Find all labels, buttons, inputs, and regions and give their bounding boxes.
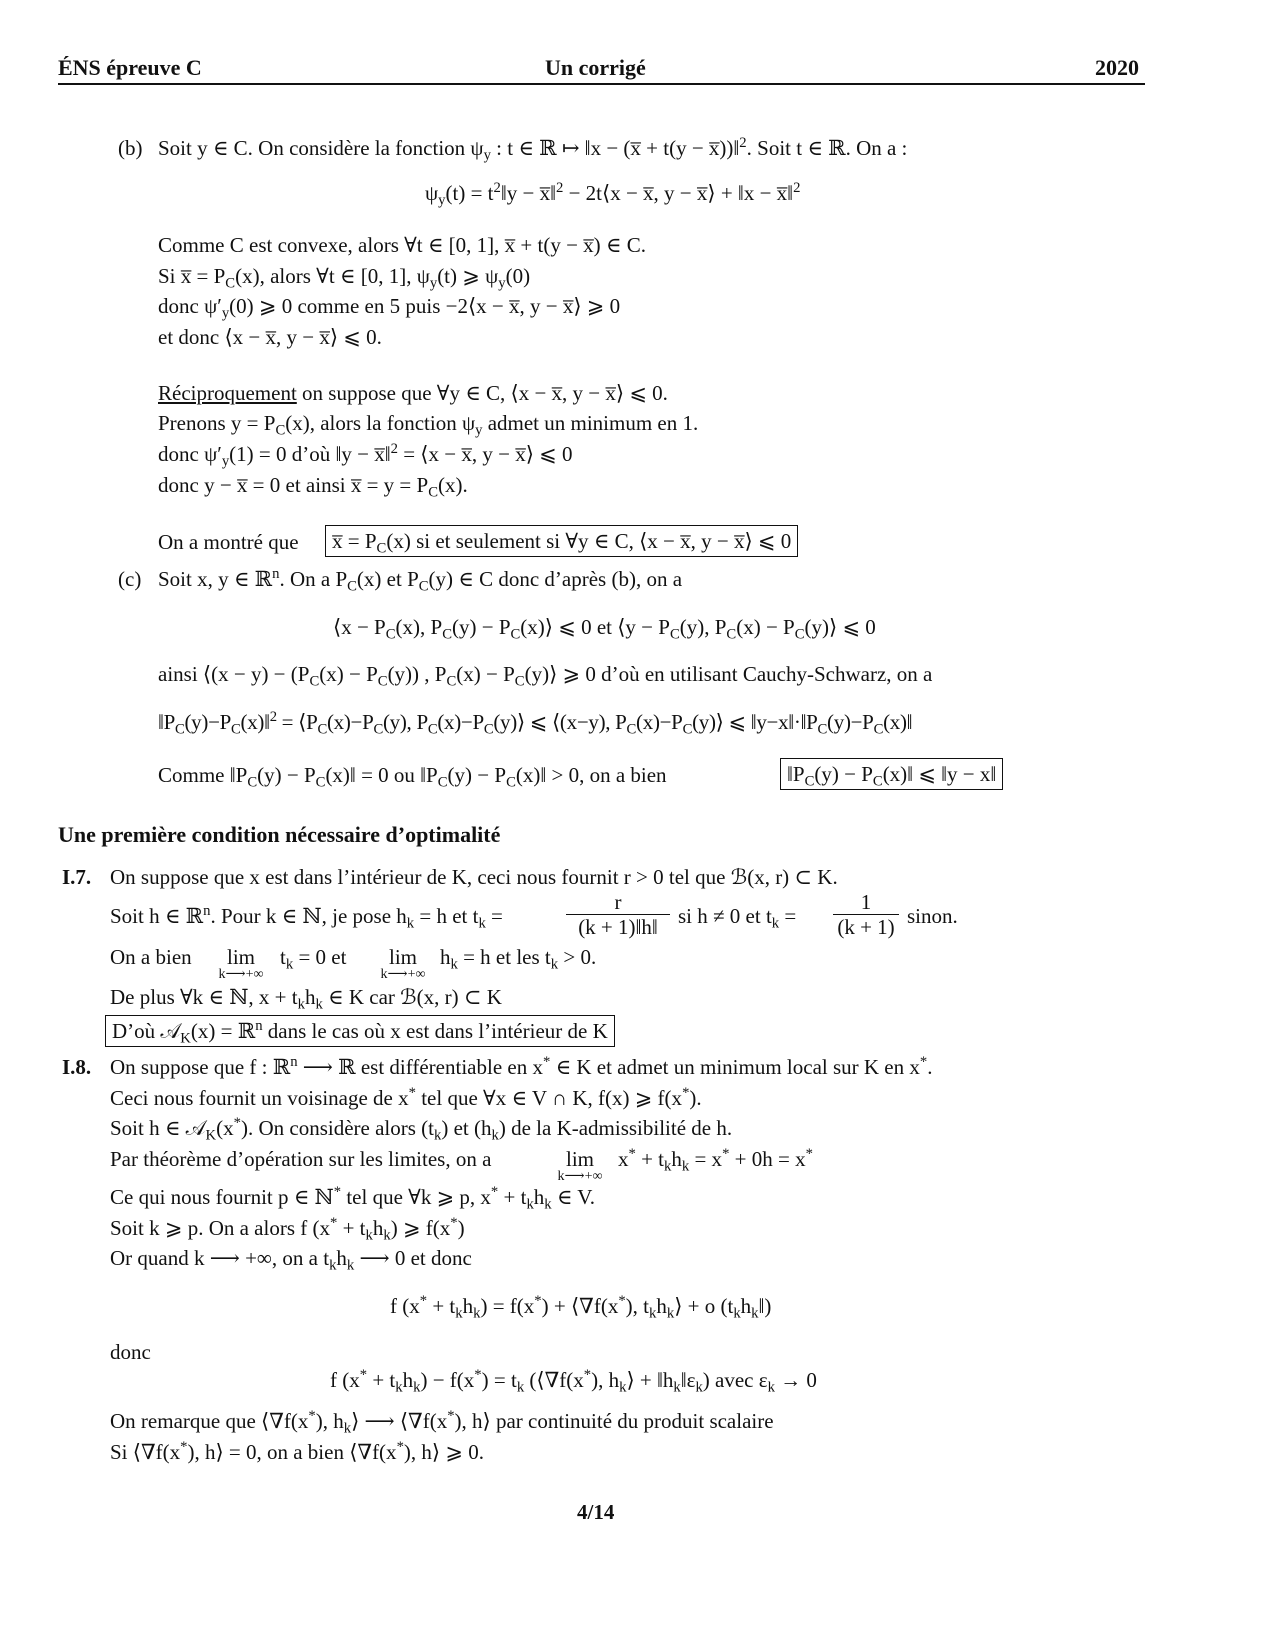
equation: $\psi_y(t)$ = $t^2‖y$ − x̅‖$^2$ − 2t⟨x − x̅, y − x̅⟩ + ‖x − x̅‖$^2$ — [425, 179, 801, 209]
limit — [368, 945, 438, 984]
denominator: (k + 1)‖h‖ — [578, 915, 658, 939]
text-line: Soit x, y ∈ ℝ$^n$. On a $P_C(x)$ et $P_C(y)$ ∈ C donc d’après (b), on a — [158, 565, 683, 595]
boxed-result: x̅ = $P_C(x)$ si et seulement si ∀y ∈ C, ⟨x − x̅, y − x̅⟩ ⩽ 0 — [325, 525, 798, 557]
text-line: Si ⟨∇f(x*), h⟩ = 0, on a bien ⟨∇f(x*), h⟩ ⩾ 0. — [110, 1438, 484, 1464]
lim-subscript: k⟶+∞ — [218, 967, 264, 982]
fraction — [833, 890, 899, 939]
text-line: ainsi ⟨(x − $y) - (P_C(x) - P_C(y))$ , $P_C(x)$ − $P_C(y)⟩$ ⩾ 0 d’où en utilisant Cauchy-Schwarz, on a — [158, 662, 933, 690]
header-right: 2020 — [1095, 55, 1139, 80]
equation: ⟨x − $P_C(x)$, $P_C(y)$ − $P_C(x)⟩$ ⩽ 0 et ⟨y − $P_C(y)$, $P_C(x)$ − $P_C(y)⟩$ ⩽ 0 — [333, 615, 876, 643]
text-line: $h_k = h$ et les $t_k > 0$. — [440, 945, 597, 973]
text-line: donc $\psi'_y(0)$ ⩾ 0 comme en 5 puis −2⟨x − x̅, y − x̅⟩ ⩾ 0 — [158, 294, 621, 322]
text-line: Or quand k ⟶ +∞, on a $t_kh_k$ ⟶ 0 et donc — [110, 1246, 472, 1274]
equation: f $(x^* + t_kh_k) = f(x^*)$ + ⟨∇f(x*), $t_kh_k⟩ + o$ $(t_kh_k‖)$ — [390, 1292, 772, 1322]
text-line: sinon. — [907, 904, 958, 928]
lim-text: lim — [565, 1147, 594, 1171]
text-line: donc — [110, 1340, 151, 1364]
text-line: Soit h ∈ 𝒜$_K$(x*). On considère alors $(t_k)$ et $(h_k)$ de la K-admissibilité de h. — [110, 1114, 733, 1144]
text-line: donc $\psi'_y(1) = 0$ d’où ‖y − x̅‖$^2$ = ⟨x − x̅, y − x̅⟩ ⩽ 0 — [158, 440, 573, 470]
text-line: et donc ⟨x − x̅, y − x̅⟩ ⩽ 0. — [158, 325, 382, 349]
question-label: I.8. — [62, 1055, 92, 1079]
lim-subscript: k⟶+∞ — [557, 1169, 603, 1184]
underlined-word: Réciproquement — [158, 381, 297, 405]
header-rule — [58, 83, 1145, 85]
header-left: ÉNS épreuve C — [58, 55, 202, 80]
equation: $‖P_C(y)-P_C(x)‖^2$ = $⟨P_C(x)-P_C(y)$, $P_C(x)-P_C(y)⟩$ ⩽ ⟨(x−y), $P_C(x)-P_C(y)⟩$ ⩽ $‖y-x‖\cdot‖P_C(y)-P_C(x)‖$ — [158, 708, 913, 738]
text-line — [158, 380, 668, 406]
text-line: Soit k ⩾ p. On a alors f $(x^* + t_kh_k)$ ⩾ f(x*) — [110, 1214, 465, 1244]
text-line: Ce qui nous fournit p ∈ ℕ* tel que ∀k ⩾ p, $x^* + t_kh_k$ ∈ V. — [110, 1183, 596, 1213]
equation: f $(x^* + t_kh_k) - f(x^*) = t_k$ (⟨∇f(x*), $h_k⟩$ + $‖h_k‖\varepsilon_k$) avec $\varepsilon_k \to 0$ — [330, 1366, 817, 1396]
lim-text: lim — [388, 945, 417, 969]
text-line: On a bien — [110, 945, 192, 969]
text-line: On suppose que f : ℝ$^n$ ⟶ ℝ est différentiable en x* ∈ K et admet un minimum local sur K en x*. — [110, 1053, 933, 1079]
text-line: Comme $‖P_C(y)$ − $P_C(x)‖ = 0$ ou $‖P_C(y)$ − $P_C(x)‖ > 0$, on a bien — [158, 763, 667, 791]
text-line: Prenons $y = P_C(x)$, alors la fonction $\psi_y$ admet un minimum en 1. — [158, 411, 699, 439]
text-line: Ceci nous fournit un voisinage de x* tel que ∀x ∈ V ∩ K, f(x) ⩾ f(x*). — [110, 1084, 702, 1110]
text-line: Si x̅ = $P_C(x)$, alors ∀t ∈ [0, 1], $\psi_y(t)$ ⩾ $\psi_y(0)$ — [158, 264, 531, 292]
item-label: (c) — [118, 567, 142, 591]
text-line: Soit y ∈ C. On considère la fonction $\psi_y$ : t ∈ ℝ ↦ ‖x − (x̅ + t(y − x̅))‖$^2$. Soit t ∈ ℝ. On a : — [158, 134, 908, 164]
denominator: (k + 1) — [837, 915, 895, 939]
numerator: r — [566, 890, 670, 915]
page-number: 4/14 — [577, 1500, 615, 1524]
text-line: On suppose que x est dans l’intérieur de K, ceci nous fournit r > 0 tel que ℬ(x, r) ⊂ K. — [110, 865, 838, 889]
text-line: Soit h ∈ ℝ$^n$. Pour k ∈ ℕ, je pose $h_k = h$ et $t_k$ = — [110, 902, 503, 932]
fraction — [566, 890, 670, 939]
header-center: Un corrigé — [545, 55, 646, 80]
lim-subscript: k⟶+∞ — [380, 967, 426, 982]
section-title: Une première condition nécessaire d’optimalité — [58, 822, 501, 847]
text-line: De plus ∀k ∈ ℕ, $x + t_kh_k$ ∈ K car ℬ(x, r) ⊂ K — [110, 985, 502, 1013]
text-line: $t_k = 0$ et — [280, 945, 347, 973]
text-line: On a montré que — [158, 530, 299, 554]
text-line: donc y − x̅ = 0 et ainsi x̅ = $y = P_C(x)$. — [158, 473, 468, 501]
text-line: Comme C est convexe, alors ∀t ∈ [0, 1], x̅ + t(y − x̅) ∈ C. — [158, 233, 646, 257]
text-line: On remarque que ⟨∇f(x*), $h_k⟩$ ⟶ ⟨∇f(x*), h⟩ par continuité du produit scalaire — [110, 1407, 774, 1437]
text-line: si h ≠ 0 et $t_k$ = — [678, 904, 797, 932]
text-line: $x^* + t_kh_k = x^* + 0h = x^*$ — [618, 1145, 813, 1175]
lim-text: lim — [226, 945, 255, 969]
boxed-result: D’où 𝒜$_K$(x) = ℝ$^n$ dans le cas où x est dans l’intérieur de K — [105, 1015, 615, 1047]
boxed-result: $‖P_C(y)$ − $P_C(x)‖$ ⩽ ‖y − x‖ — [780, 758, 1003, 790]
question-label: I.7. — [62, 865, 92, 889]
item-label: (b) — [118, 136, 143, 160]
limit — [545, 1147, 615, 1186]
text-line: Par théorème d’opération sur les limites, on a — [110, 1147, 492, 1171]
text-span: on suppose que ∀y ∈ C, ⟨x − x̅, y − x̅⟩ ⩽ 0. — [296, 381, 668, 405]
numerator: 1 — [833, 890, 899, 915]
limit — [206, 945, 276, 984]
